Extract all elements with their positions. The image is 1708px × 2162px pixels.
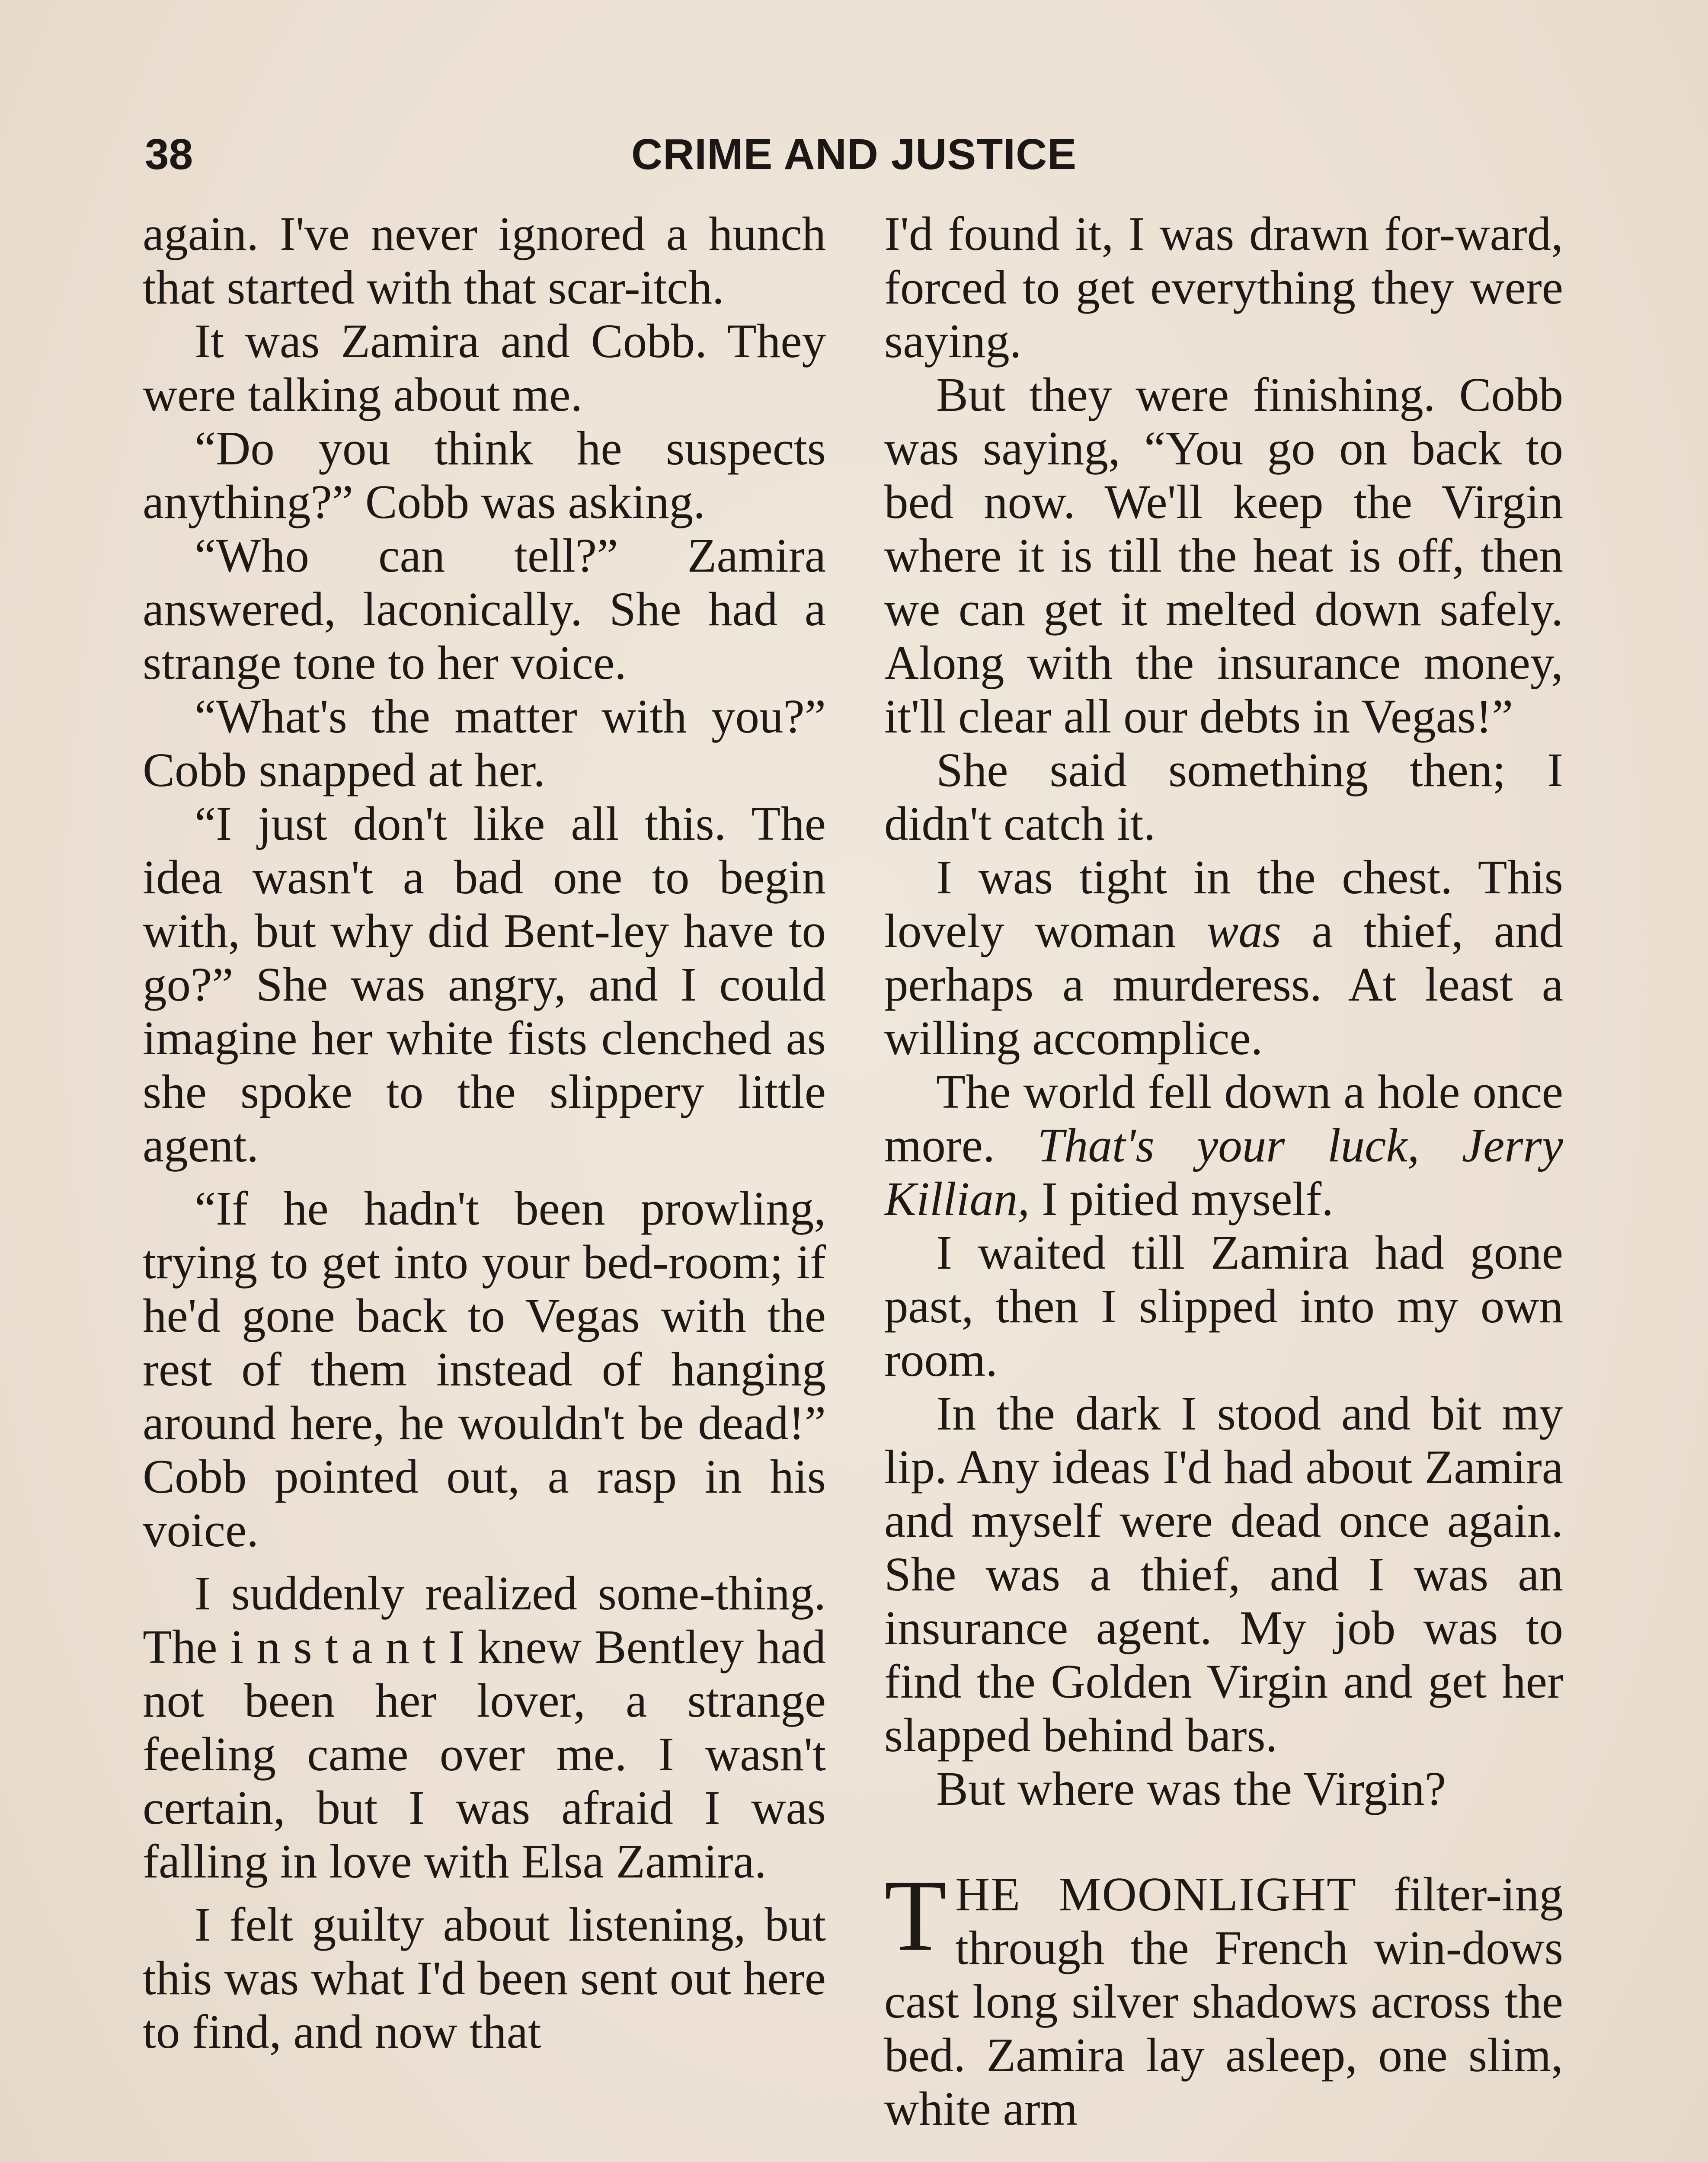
paragraph: “If he hadn't been prowling, trying to get into your bed-room; if he'd gone back to Vegas with the rest of them instead of hanging around here, he wouldn't be dead!” Cobb pointed out, a rasp in his voice.	[143, 1182, 826, 1557]
italic-emphasis: was	[1206, 905, 1281, 958]
paragraph: But they were finishing. Cobb was saying, “You go on back to bed now. We'll keep the Virgin where it is till the heat is off, then we can get it melted down safely. Along with the insurance money, it'll clear all our debts in Vegas!”	[884, 368, 1563, 743]
page-number: 38	[145, 130, 193, 179]
text-run: filter-ing through the French win-dows cast long silver shadows across the bed. Zamira lay asleep, one slim, white arm	[884, 1868, 1563, 2136]
paragraph: I'd found it, I was drawn for-ward, forced to get everything they were saying.	[884, 208, 1563, 368]
left-text-column	[143, 208, 826, 2059]
text-run: The world fell down a hole once more.	[884, 1065, 1563, 1172]
paragraph: again. I've never ignored a hunch that started with that scar-itch.	[143, 208, 826, 314]
section-opening-paragraph	[884, 1859, 1563, 2136]
paragraph	[884, 1065, 1563, 1226]
drop-cap: T	[884, 1859, 947, 1972]
italic-emphasis: That's your luck, Jerry Killian,	[884, 1119, 1563, 1226]
running-header-title: CRIME AND JUSTICE	[631, 130, 1077, 179]
paragraph: I suddenly realized some-thing. The i n s t a n t I knew Bentley had not been her lover, a strange feeling came over me. I wasn't certain, but I was afraid I was falling in love with Elsa Zamira.	[143, 1567, 826, 1888]
paragraph: But where was the Virgin?	[936, 1762, 1446, 1816]
paragraph: It was Zamira and Cobb. They were talking about me.	[143, 315, 826, 422]
paragraph: “What's the matter with you?” Cobb snapped at her.	[143, 690, 826, 797]
text-run: a thief, and perhaps a murderess. At least a willing accomplice.	[884, 905, 1563, 1065]
paragraph: “Who can tell?” Zamira answered, laconically. She had a strange tone to her voice.	[143, 529, 826, 690]
text-run: I pitied myself.	[1030, 1173, 1334, 1226]
section-lead-caps: HE MOONLIGHT	[955, 1868, 1357, 1921]
paragraph: “Do you think he suspects anything?” Cobb was asking.	[143, 422, 826, 529]
paragraph: “I just don't like all this. The idea wasn't a bad one to begin with, but why did Bent-ley have to go?” She was angry, and I could imagine her white fists clenched as she spoke to the slippery little agent.	[143, 797, 826, 1172]
paragraph: In the dark I stood and bit my lip. Any ideas I'd had about Zamira and myself were dead once again. She was a thief, and I was an insurance agent. My job was to find the Golden Virgin and get her slapped behind bars.	[884, 1387, 1563, 1762]
paragraph	[884, 851, 1563, 1065]
text-run: I was tight in the chest. This lovely woman	[884, 851, 1563, 958]
paragraph: I waited till Zamira had gone past, then I slipped into my own room.	[884, 1226, 1563, 1387]
paragraph: I felt guilty about listening, but this was what I'd been sent out here to find, and now that	[143, 1898, 826, 2059]
paragraph: She said something then; I didn't catch it.	[884, 744, 1563, 851]
right-text-column	[884, 208, 1563, 2136]
